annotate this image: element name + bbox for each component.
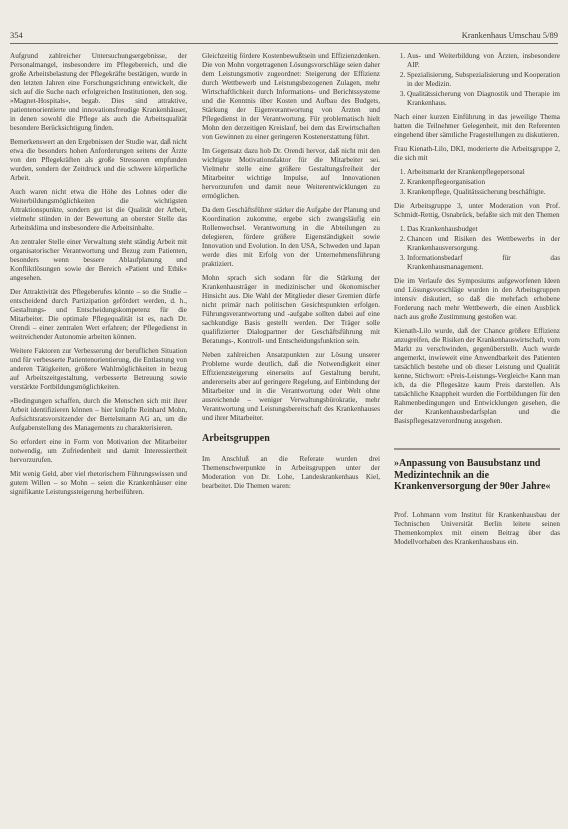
highlight-box bbox=[394, 448, 560, 493]
list-item: 1. Arbeitsmarkt der Krankenpflegepersonal bbox=[407, 168, 560, 177]
paragraph: Im Anschluß an die Referate wurden drei Themenschwerpunkte in Arbeitsgruppen unter der Moderation von Dr. Lohe, Landeskrankenhaus Kiel, bearbeitet. Die Themen waren: bbox=[202, 455, 380, 490]
paragraph: Da dem Geschäftsführer stärker die Aufgabe der Planung und Koordination zukomme, ergebe sich zwangsläufig ein Rollenwechsel. Verantwortung in die Abteilungen zu delegieren, fördere größere Eigenständigkeit sowie Innovation und Evolution. In den USA, Schweden und Japan werde dies mit Erfolg von der Unternehmensführung praktiziert. bbox=[202, 206, 380, 268]
paragraph: Neben zahlreichen Ansatzpunkten zur Lösung unserer Probleme wurde deutlich, daß die Notwendigkeit einer Effizienzsteigerung einerseits auf Gestaltung beruht, andererseits aber auf geringere Regelung, auf Einbindung der Mitarbeiter und in die Verantwortung oder Welt ohne ausreichende – weniger Verwaltungsbürokratie, mehr Verantwortung und Leistungsbereitschaft des Krankenhauses und ihrer Mitarbeiter. bbox=[202, 351, 380, 422]
paragraph: An zentraler Stelle einer Verwaltung steht ständig Arbeit mit organisatorischer Verantwortung und Bezug zum Patienten, besonders wenn bessere Ablaufplanung und Konfliktlösungen sowie der Bereich »Patient und Ethik« angesehen. bbox=[10, 238, 187, 282]
topic-list-2 bbox=[394, 168, 560, 197]
text-column-3 bbox=[394, 52, 560, 552]
paragraph: Im Gegensatz dazu hob Dr. Orendi hervor, daß nicht mit den wichtigste Motivationsfaktor für die Mitarbeiter sei. Vielmehr stelle eine größere Gestaltungsfreiheit der Mitarbeiter wichtige Impulse, auf Innovationen hervorzurufen und damit neue Weiterentwicklungen zu ermöglichen. bbox=[202, 147, 380, 200]
topic-list-1 bbox=[394, 52, 560, 108]
paragraph: So erfordert eine in Form von Motivation der Mitarbeiter notwendig, um Zufriedenheit und damit Interessiertheit hervorzurufen. bbox=[10, 438, 187, 464]
paragraph: Frau Kienath-Lilo, DKI, moderierte die Arbeitsgruppe 2, die sich mit bbox=[394, 145, 560, 162]
list-item: 3. Qualitätssicherung von Diagnostik und Therapie im Krankenhaus. bbox=[407, 90, 560, 108]
page-number: 354 bbox=[10, 30, 23, 40]
list-item: 2. Spezialisierung, Subspezialisierung und Kooperation in der Medizin. bbox=[407, 71, 560, 89]
paragraph: Die Arbeitsgruppe 3, unter Moderation von Prof. Schmidt-Rettig, Osnabrück, befaßte sich mit den Themen bbox=[394, 202, 560, 219]
list-item: 3. Informationsbedarf für das Krankenhausmanagement. bbox=[407, 254, 560, 272]
topic-list-3 bbox=[394, 225, 560, 272]
paragraph: Prof. Lohmann vom Institut für Krankenhausbau der Technischen Universität Berlin leitete seinen Themenkomplex mit einem Beitrag über das Modellvorhaben des Krankenhausbaus ein. bbox=[394, 510, 560, 546]
section-heading: Arbeitsgruppen bbox=[202, 433, 270, 444]
page-header bbox=[10, 30, 558, 43]
header-rule bbox=[10, 43, 558, 44]
paragraph: Gleichzeitig fördere Kostenbewußtsein und Effizienzdenken. Die von Mohn vorgetragenen Lösungsvorschläge seien daher dem Leistungsmotiv zugeordnet: Steigerung der Effizienz durch Wettbewerb und Leistungsbezogenen Zulagen, mehr Wirtschaftlichkeit durch Informations- und Berichtssysteme und die Kenntnis über Kosten und Aufbau des Budgets, Stärkung der Eigenverantwortung von Ärzten und Pflegedienst in der Verantwortung. Für problematisch hielt Mohn den derzeitigen Kreislauf, bei dem das Erwirtschaften von Gewinnen zu einer geringeren Kostenerstattung führt. bbox=[202, 52, 380, 141]
list-item: 2. Krankenpflegeorganisation bbox=[407, 178, 560, 187]
list-item: 2. Chancen und Risiken des Wettbewerbs in der Krankenhausversorgung. bbox=[407, 235, 560, 253]
box-heading: »Anpassung von Bausubstanz und Medizintechnik an die Krankenversorgung der 90er Jahre« bbox=[394, 458, 551, 492]
paragraph: Der Attraktivität des Pflegeberufes könnte – so die Studie – entscheidend durch Partizipation gefördert werden, d. h., Gestaltungs- und Entscheidungskompetenz für die Mitarbeiter. Die optimale Pflegequalität ist es, nach Dr. Orendi – einer zentralen Wert erfahren; der Pflegedienst in weitreichender Autonomie arbeiten können. bbox=[10, 288, 187, 341]
paragraph: Nach einer kurzen Einführung in das jeweilige Thema hatten die Teilnehmer Gelegenheit, mit den Referenten eingehend über sämtliche Fragestellungen zu diskutieren. bbox=[394, 113, 560, 139]
paragraph: Aufgrund zahlreicher Untersuchungsergebnisse, der Personalmangel, insbesondere im Pflegebereich, und die große Arbeitsbelastung der Pflegekräfte bestätigen, wurde in den letzten Jahren eine Forschungsrichtung entwickelt, die sich auf die Suche nach erfolgreichen Institutionen, den sog. »Magnet-Hospitals«, begab. Dies sind attraktive, patientenorientierte und innovationsfreudige Krankenhäuser, in denen sowohl die Pflege als auch die Arbeitsqualität besondere Berücksichtigung finden. bbox=[10, 52, 187, 132]
paragraph: »Bedingungen schaffen, durch die Menschen sich mit ihrer Arbeit identifizieren können – hier knüpfte Reinhard Mohn, Aufsichtsratsvorsitzender der Bertelsmann AG an, um die Aufgabenstellung des Managements zu charakterisieren. bbox=[10, 397, 187, 432]
running-title: Krankenhaus Umschau 5/89 bbox=[461, 30, 558, 40]
list-item: 3. Krankenpflege, Qualitätssicherung beschäftigte. bbox=[407, 188, 560, 197]
text-column-1 bbox=[10, 52, 187, 502]
paragraph: Mit wenig Geld, aber viel rhetorischem Führungswissen und gutem Willen – so Mohn – seien die Krankenhäuser eine signifikante Leistungssteigerung herbeiführen. bbox=[10, 470, 187, 496]
box-rule bbox=[394, 448, 560, 450]
text-column-2 bbox=[202, 52, 380, 496]
list-item: 1. Aus- und Weiterbildung von Ärzten, insbesondere AIP. bbox=[407, 52, 560, 70]
paragraph: Die im Verlaufe des Symposiums aufgeworfenen Ideen und Lösungsvorschläge wurden in den Arbeitsgruppen intensiv diskutiert, so daß die mehrfach erhobene Forderung nach mehr Wettbewerb, die einen Ausblick nach aus große Zustimmung gestoßen war. bbox=[394, 277, 560, 321]
paragraph: Auch waren nicht etwa die Höhe des Lohnes oder die Weiterbildungsmöglichkeiten die wichtigsten Attraktionspunkte, sondern gut ist die Qualität der Arbeit, vielmehr stünden in der Bewertung an oberster Stelle das Arbeitsklima und insbesondere die Arbeitsinhalte. bbox=[10, 188, 187, 232]
paragraph: Kienath-Lilo wurde, daß der Chance größere Effizienz anzugreifen, die Risiken der Krankenhauswirtschaft, vom Markt zu verschwinden, gegenüberstellt. Auch wurde angemerkt, inwieweit eine Anwendbarkeit des Patienten tatsächlich bestehe und ob dieser Leistung und Qualität kenne, Stichwort: »Preis-Leistungs-Vergleich« Kann man ich, da die Pflegesätze kaum Preis darstellen. Als tatsächliche Knappheit wurden die Fortbildungen für den Rahmenbedingungen und Entwicklungen gesehen, die der Krankenhausbedarfsplan und die Basispflegesatzverordnung ausgehen. bbox=[394, 327, 560, 425]
list-item: 1. Das Krankenhausbudget bbox=[407, 225, 560, 234]
paragraph: Weitere Faktoren zur Verbesserung der beruflichen Situation und für verbesserte Patientenorientierung, die Entlastung von anderen Tätigkeiten, größere Wahlmöglichkeiten in bezug auf Arbeitszeitgestaltung, verbesserte Betreuung sowie verstärkte Fortbildungsmöglichkeiten. bbox=[10, 347, 187, 391]
paragraph: Mohn sprach sich sodann für die Stärkung der Krankenhausträger in medizinischer und ökonomischer Hinsicht aus. Die Wahl der Mitglieder dieser Gremien dürfe nicht primär nach politischen Gesichtspunkten erfolgen. Führungsverantwortung und -aufgabe sollten dabei auf eine sachkundige Basis gestellt werden. Der Träger solle qualifizierter Dialogpartner der Geschäftsführung mit Beratungs-, Kontroll- und Entscheidungsfunktion sein. bbox=[202, 274, 380, 345]
paragraph: Bemerkenswert an den Ergebnissen der Studie war, daß nicht etwa die besonders hohen Anforderungen seitens der Ärzte von den Pflegekräften als große Stressoren empfunden wurden, sondern der Zeitdruck und die schwere körperliche Arbeit. bbox=[10, 138, 187, 182]
